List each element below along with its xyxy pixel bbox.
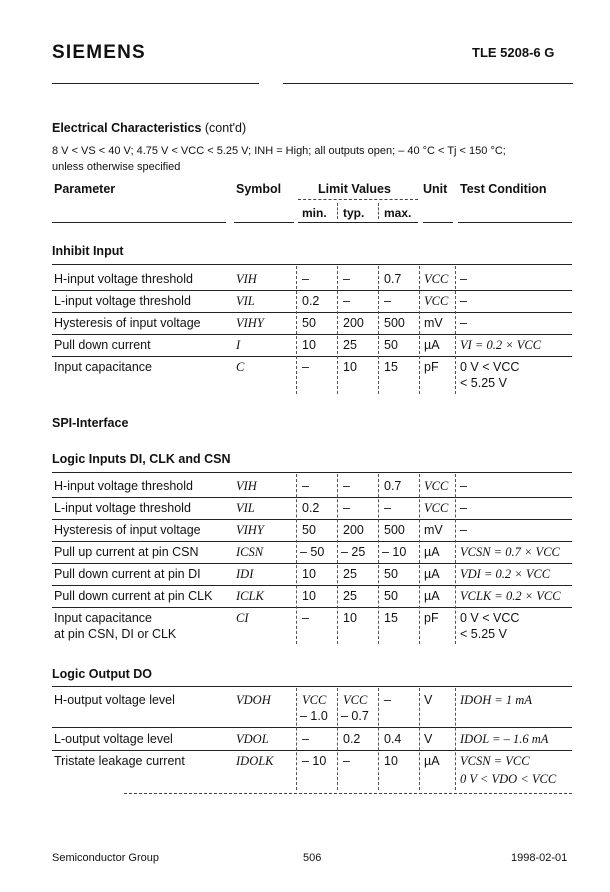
header-rule-right <box>283 83 573 84</box>
table-row-min: – <box>302 272 309 286</box>
table-row-unit: mV <box>424 523 443 537</box>
table-row-unit: µA <box>424 567 440 581</box>
group-inhibit-input: Inhibit Input <box>52 244 124 258</box>
table-row-param: Pull up current at pin CSN <box>54 545 199 559</box>
table-row-min: – 50 <box>300 545 325 559</box>
col-divider <box>419 474 420 644</box>
col-divider <box>296 266 297 394</box>
header-typ: typ. <box>343 206 365 220</box>
table-row-param: L-input voltage threshold <box>54 501 191 515</box>
conditions-line-1: 8 V < VS < 40 V; 4.75 V < VCC < 5.25 V; INH = High; all outputs open; – 40 °C < Tj < 150 °C; <box>52 145 506 157</box>
table-row-symbol: ICSN <box>236 545 264 559</box>
col-divider <box>378 688 379 790</box>
row-rule <box>52 585 572 586</box>
siemens-logo: SIEMENS <box>52 42 146 63</box>
limit-values-underline <box>298 199 418 200</box>
table-row-symbol: VIHY <box>236 316 264 330</box>
table-row-symbol: ICLK <box>236 589 264 603</box>
footer-left: Semiconductor Group <box>52 852 159 864</box>
header-rule-condition <box>458 222 572 223</box>
row-rule <box>52 334 572 335</box>
table-row-min: 50 <box>302 316 316 330</box>
row-rule <box>52 497 572 498</box>
table-row-typ: 10 <box>343 360 357 374</box>
row-rule <box>52 541 572 542</box>
table-row-cond-2: < 5.25 V <box>460 376 507 390</box>
table-row-cond: IDOL = – 1.6 mA <box>460 732 549 746</box>
col-divider <box>455 688 456 790</box>
table-row-param: H-input voltage threshold <box>54 479 193 493</box>
col-divider <box>419 266 420 394</box>
table-row-symbol: VIL <box>236 501 255 515</box>
table-row-max: 15 <box>384 611 398 625</box>
table-row-typ: – <box>343 501 350 515</box>
row-rule <box>52 290 572 291</box>
table-row-symbol: VIHY <box>236 523 264 537</box>
table-row-min: VCC <box>302 693 327 707</box>
table-row-param: Hysteresis of input voltage <box>54 523 201 537</box>
logic-inputs-top-rule <box>52 472 572 473</box>
table-row-max: – <box>384 501 391 515</box>
table-row-symbol: CI <box>236 611 249 625</box>
table-row-unit: pF <box>424 360 439 374</box>
col-divider <box>337 688 338 790</box>
table-row-min: – <box>302 360 309 374</box>
table-row-max: 15 <box>384 360 398 374</box>
col-divider <box>296 688 297 790</box>
table-row-cond: 0 V < VCC <box>460 611 520 625</box>
table-row-max: 0.4 <box>384 732 402 746</box>
row-rule <box>52 356 572 357</box>
col-divider <box>337 474 338 644</box>
section-title-suffix: (cont'd) <box>204 121 247 135</box>
table-row-cond: VCSN = 0.7 × VCC <box>460 545 560 559</box>
conditions-line-2: unless otherwise specified <box>52 161 181 173</box>
table-row-param: Tristate leakage current <box>54 754 185 768</box>
table-row-symbol: VIH <box>236 272 257 286</box>
header-max: max. <box>384 206 412 220</box>
header-rule-unit <box>423 222 453 223</box>
table-row-param: Input capacitance <box>54 611 152 625</box>
table-row-param: L-input voltage threshold <box>54 294 191 308</box>
table-row-min: 10 <box>302 567 316 581</box>
table-row-param: L-output voltage level <box>54 732 173 746</box>
table-row-unit: V <box>424 693 433 707</box>
footer-date: 1998-02-01 <box>511 852 568 864</box>
table-row-param: H-input voltage threshold <box>54 272 193 286</box>
col-divider <box>337 266 338 394</box>
header-divider-1 <box>337 203 338 219</box>
table-row-max: 500 <box>384 523 405 537</box>
table-row-cond: VI = 0.2 × VCC <box>460 338 542 352</box>
table-row-max: 10 <box>384 754 398 768</box>
table-row-max: 0.7 <box>384 479 402 493</box>
header-test-condition: Test Condition <box>460 182 547 196</box>
row-rule <box>52 607 572 608</box>
inhibit-top-rule <box>52 264 572 265</box>
col-divider <box>378 266 379 394</box>
table-row-typ: 10 <box>343 611 357 625</box>
table-row-typ: – 25 <box>341 545 366 559</box>
table-row-cond: VDI = 0.2 × VCC <box>460 567 551 581</box>
table-row-cond: VCSN = VCC <box>460 754 530 768</box>
table-row-typ: – <box>343 272 350 286</box>
table-row-typ: 200 <box>343 316 364 330</box>
header-rule-parameter <box>52 222 226 223</box>
table-row-min-2: – 1.0 <box>300 709 328 723</box>
table-row-param: Input capacitance <box>54 360 152 374</box>
table-row-cond: IDOH = 1 mA <box>460 693 532 707</box>
table-row-unit: V <box>424 732 433 746</box>
col-divider <box>296 474 297 644</box>
table-row-unit: µA <box>424 338 440 352</box>
table-row-cond: – <box>460 294 467 308</box>
table-row-min: 50 <box>302 523 316 537</box>
table-row-cond: – <box>460 523 467 537</box>
table-row-min: – 10 <box>302 754 327 768</box>
row-rule <box>52 563 572 564</box>
table-row-max: 500 <box>384 316 405 330</box>
table-row-max: 50 <box>384 589 398 603</box>
table-row-cond: – <box>460 479 467 493</box>
table-row-symbol: I <box>236 338 241 352</box>
table-row-symbol: C <box>236 360 245 374</box>
group-logic-inputs: Logic Inputs DI, CLK and CSN <box>52 452 231 466</box>
table-row-unit: VCC <box>424 272 449 286</box>
col-divider <box>455 474 456 644</box>
section-title <box>52 121 246 135</box>
table-row-typ: – <box>343 754 350 768</box>
row-rule <box>52 312 572 313</box>
table-row-max: 50 <box>384 567 398 581</box>
table-row-cond-2: 0 V < VDO < VCC <box>460 772 557 786</box>
table-row-typ: 25 <box>343 567 357 581</box>
table-row-min: – <box>302 611 309 625</box>
table-row-typ: 0.2 <box>343 732 361 746</box>
table-row-typ: 25 <box>343 338 357 352</box>
table-row-max: 0.7 <box>384 272 402 286</box>
table-row-symbol: VIL <box>236 294 255 308</box>
table-row-symbol: VDOL <box>236 732 269 746</box>
table-row-unit: µA <box>424 754 440 768</box>
table-row-unit: VCC <box>424 479 449 493</box>
table-row-typ: 200 <box>343 523 364 537</box>
table-row-unit: mV <box>424 316 443 330</box>
table-row-cond: – <box>460 316 467 330</box>
header-parameter: Parameter <box>54 182 116 196</box>
table-row-param: H-output voltage level <box>54 693 175 707</box>
table-row-unit: VCC <box>424 294 449 308</box>
table-row-min: – <box>302 732 309 746</box>
table-end-rule <box>124 793 572 794</box>
table-row-unit: pF <box>424 611 439 625</box>
header-symbol: Symbol <box>236 182 282 196</box>
header-limit-values: Limit Values <box>318 182 391 196</box>
table-row-max: – <box>384 693 391 707</box>
header-rule-limits <box>298 222 418 223</box>
header-divider-2 <box>378 203 379 219</box>
table-row-symbol: VIH <box>236 479 257 493</box>
table-row-param: Hysteresis of input voltage <box>54 316 201 330</box>
table-row-max: – 10 <box>382 545 407 559</box>
table-row-symbol: IDOLK <box>236 754 274 768</box>
table-row-cond: – <box>460 272 467 286</box>
table-row-typ: 25 <box>343 589 357 603</box>
table-row-cond: – <box>460 501 467 515</box>
table-row-min: 0.2 <box>302 501 320 515</box>
table-row-symbol: VDOH <box>236 693 271 707</box>
table-row-param: Pull down current <box>54 338 151 352</box>
table-row-min: – <box>302 479 309 493</box>
row-rule <box>52 727 572 728</box>
table-row-cond: VCLK = 0.2 × VCC <box>460 589 561 603</box>
table-row-unit: VCC <box>424 501 449 515</box>
table-row-typ: – <box>343 294 350 308</box>
table-row-param: Pull down current at pin DI <box>54 567 201 581</box>
table-row-unit: µA <box>424 589 440 603</box>
table-row-min: 0.2 <box>302 294 320 308</box>
page-number: 506 <box>303 852 322 864</box>
row-rule <box>52 519 572 520</box>
table-row-param-2: at pin CSN, DI or CLK <box>54 627 177 641</box>
table-row-min: 10 <box>302 338 316 352</box>
table-row-max: 50 <box>384 338 398 352</box>
table-row-symbol: IDI <box>236 567 254 581</box>
table-row-max: – <box>384 294 391 308</box>
table-row-typ: VCC <box>343 693 368 707</box>
section-title-text: Electrical Characteristics <box>52 121 202 135</box>
table-row-typ-2: – 0.7 <box>341 709 369 723</box>
header-rule-left <box>52 83 259 84</box>
table-row-param: Pull down current at pin CLK <box>54 589 213 603</box>
col-divider <box>419 688 420 790</box>
row-rule <box>52 750 572 751</box>
group-spi-interface: SPI-Interface <box>52 416 129 430</box>
col-divider <box>455 266 456 394</box>
header-unit: Unit <box>423 182 448 196</box>
header-min: min. <box>302 206 327 220</box>
table-row-typ: – <box>343 479 350 493</box>
table-row-unit: µA <box>424 545 440 559</box>
table-row-min: 10 <box>302 589 316 603</box>
group-logic-output: Logic Output DO <box>52 667 152 681</box>
table-row-cond-2: < 5.25 V <box>460 627 507 641</box>
logic-output-top-rule <box>52 686 572 687</box>
table-row-cond: 0 V < VCC <box>460 360 520 374</box>
document-id: TLE 5208-6 G <box>472 45 555 60</box>
header-rule-symbol <box>234 222 294 223</box>
col-divider <box>378 474 379 644</box>
